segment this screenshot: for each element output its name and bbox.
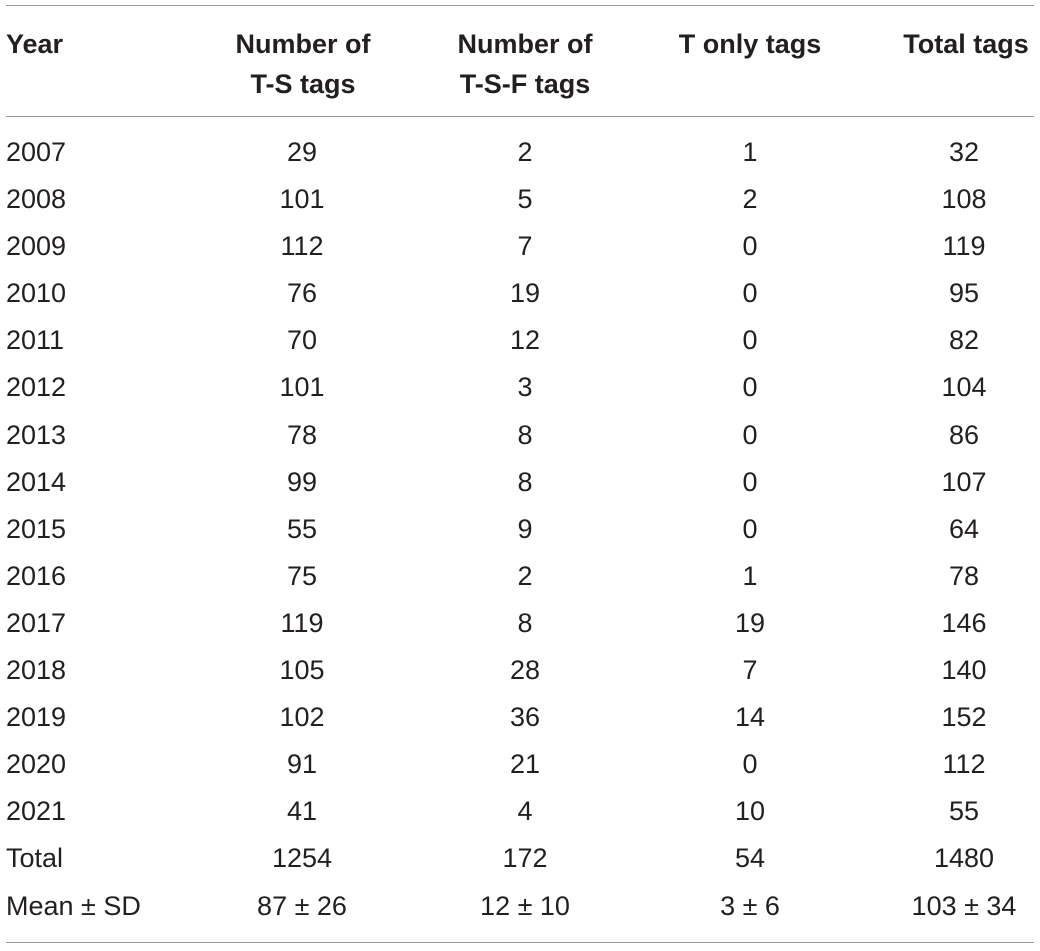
cell-ts-tags: 119 bbox=[280, 607, 324, 638]
cell-t-only-tags: 54 bbox=[734, 843, 766, 874]
cell-t-only-tags: 0 bbox=[742, 419, 758, 450]
header-ts-tags bbox=[200, 24, 406, 104]
header-tsf-tags-line2: T-S-F tags bbox=[459, 69, 591, 99]
cell-tsf-tags: 8 bbox=[517, 419, 533, 450]
cell-year: 2007 bbox=[6, 137, 67, 167]
cell-t-only-tags: 14 bbox=[734, 702, 766, 733]
header-total-tags: Total tags bbox=[903, 29, 1029, 59]
header-ts-tags-line1: Number of bbox=[235, 29, 371, 59]
cell-t-only-tags: 0 bbox=[742, 466, 758, 497]
cell-t-only-tags: 0 bbox=[742, 231, 758, 262]
cell-t-only-tags: 19 bbox=[734, 607, 766, 638]
cell-tsf-tags: 2 bbox=[517, 560, 533, 591]
cell-year: 2018 bbox=[6, 655, 67, 686]
table-row bbox=[0, 600, 1040, 647]
table-row bbox=[0, 459, 1040, 506]
cell-tsf-tags: 21 bbox=[509, 749, 541, 780]
cell-t-only-tags: 10 bbox=[734, 796, 766, 827]
cell-year: 2017 bbox=[6, 607, 67, 638]
cell-total-tags: 64 bbox=[948, 513, 980, 544]
cell-tsf-tags: 4 bbox=[517, 796, 533, 827]
cell-t-only-tags: 0 bbox=[742, 278, 758, 309]
cell-year: Total bbox=[6, 843, 64, 874]
top-rule bbox=[6, 5, 1034, 6]
cell-year: 2013 bbox=[6, 419, 67, 450]
cell-t-only-tags: 3 ± 6 bbox=[720, 890, 780, 921]
table-row bbox=[0, 506, 1040, 553]
cell-total-tags: 107 bbox=[941, 466, 987, 497]
table-row bbox=[0, 223, 1040, 270]
cell-total-tags: 112 bbox=[942, 749, 986, 780]
cell-ts-tags: 76 bbox=[286, 278, 318, 309]
cell-t-only-tags: 7 bbox=[742, 655, 758, 686]
cell-ts-tags: 99 bbox=[286, 466, 318, 497]
cell-total-tags: 95 bbox=[948, 278, 980, 309]
cell-ts-tags: 112 bbox=[280, 231, 324, 262]
cell-t-only-tags: 1 bbox=[742, 560, 758, 591]
cell-ts-tags: 101 bbox=[279, 372, 325, 403]
table-body bbox=[0, 129, 1040, 930]
cell-total-tags: 1480 bbox=[933, 843, 995, 874]
cell-tsf-tags: 36 bbox=[509, 702, 541, 733]
cell-year: 2016 bbox=[6, 560, 67, 591]
table-row bbox=[0, 412, 1040, 459]
cell-ts-tags: 1254 bbox=[271, 843, 333, 874]
table-header-row bbox=[0, 24, 1040, 104]
cell-total-tags: 82 bbox=[948, 325, 980, 356]
table-row bbox=[0, 317, 1040, 364]
cell-ts-tags: 70 bbox=[286, 325, 318, 356]
table-row bbox=[0, 741, 1040, 788]
cell-year: 2009 bbox=[6, 231, 67, 262]
table-row bbox=[0, 176, 1040, 223]
cell-t-only-tags: 0 bbox=[742, 372, 758, 403]
cell-year: 2011 bbox=[6, 325, 65, 356]
cell-tsf-tags: 2 bbox=[517, 137, 533, 167]
table-row bbox=[0, 788, 1040, 835]
cell-ts-tags: 41 bbox=[286, 796, 318, 827]
header-tsf-tags-line1: Number of bbox=[457, 29, 593, 59]
cell-ts-tags: 102 bbox=[279, 702, 325, 733]
cell-total-tags: 104 bbox=[941, 372, 987, 403]
cell-total-tags: 103 ± 34 bbox=[911, 890, 1017, 921]
cell-total-tags: 78 bbox=[948, 560, 980, 591]
cell-t-only-tags: 1 bbox=[742, 137, 758, 167]
cell-tsf-tags: 172 bbox=[502, 843, 548, 874]
cell-tsf-tags: 28 bbox=[509, 655, 541, 686]
cell-t-only-tags: 0 bbox=[742, 513, 758, 544]
cell-tsf-tags: 7 bbox=[517, 231, 533, 262]
cell-year: 2010 bbox=[6, 278, 67, 309]
table-row bbox=[0, 694, 1040, 741]
cell-tsf-tags: 3 bbox=[517, 372, 533, 403]
cell-t-only-tags: 0 bbox=[742, 749, 758, 780]
header-tsf-tags bbox=[420, 24, 630, 104]
cell-year: 2021 bbox=[6, 796, 67, 827]
cell-total-tags: 32 bbox=[948, 137, 980, 167]
cell-year: 2014 bbox=[6, 466, 67, 497]
cell-ts-tags: 75 bbox=[286, 560, 318, 591]
cell-year: 2012 bbox=[6, 372, 67, 403]
cell-t-only-tags: 2 bbox=[742, 184, 758, 215]
table-row bbox=[0, 647, 1040, 694]
cell-ts-tags: 105 bbox=[279, 655, 325, 686]
cell-year: 2019 bbox=[6, 702, 67, 733]
header-ts-tags-line2: T-S tags bbox=[250, 69, 356, 99]
cell-ts-tags: 101 bbox=[279, 184, 325, 215]
cell-ts-tags: 87 ± 26 bbox=[257, 890, 347, 921]
cell-ts-tags: 78 bbox=[286, 419, 318, 450]
cell-year: 2015 bbox=[6, 513, 67, 544]
cell-ts-tags: 55 bbox=[286, 513, 318, 544]
table-row bbox=[0, 835, 1040, 882]
table-row bbox=[0, 883, 1040, 930]
cell-ts-tags: 91 bbox=[286, 749, 318, 780]
table-row bbox=[0, 553, 1040, 600]
cell-year: 2008 bbox=[6, 184, 67, 215]
header-t-only-tags: T only tags bbox=[678, 29, 822, 59]
table-row bbox=[0, 364, 1040, 411]
cell-tsf-tags: 9 bbox=[517, 513, 533, 544]
cell-tsf-tags: 12 bbox=[509, 325, 541, 356]
cell-total-tags: 119 bbox=[942, 231, 986, 262]
bottom-rule bbox=[6, 942, 1034, 943]
cell-tsf-tags: 19 bbox=[509, 278, 541, 309]
cell-ts-tags: 29 bbox=[286, 137, 318, 167]
header-year: Year bbox=[6, 29, 64, 59]
cell-tsf-tags: 5 bbox=[517, 184, 533, 215]
header-rule bbox=[6, 116, 1034, 117]
cell-total-tags: 108 bbox=[941, 184, 987, 215]
cell-t-only-tags: 0 bbox=[742, 325, 758, 356]
table-row bbox=[0, 270, 1040, 317]
cell-tsf-tags: 8 bbox=[517, 466, 533, 497]
cell-tsf-tags: 8 bbox=[517, 607, 533, 638]
cell-total-tags: 140 bbox=[941, 655, 987, 686]
cell-total-tags: 152 bbox=[941, 702, 987, 733]
cell-total-tags: 146 bbox=[941, 607, 987, 638]
cell-total-tags: 55 bbox=[948, 796, 980, 827]
table-row bbox=[0, 129, 1040, 176]
cell-year: 2020 bbox=[6, 749, 67, 780]
cell-year: Mean ± SD bbox=[6, 890, 141, 921]
cell-total-tags: 86 bbox=[948, 419, 980, 450]
cell-tsf-tags: 12 ± 10 bbox=[480, 890, 570, 921]
